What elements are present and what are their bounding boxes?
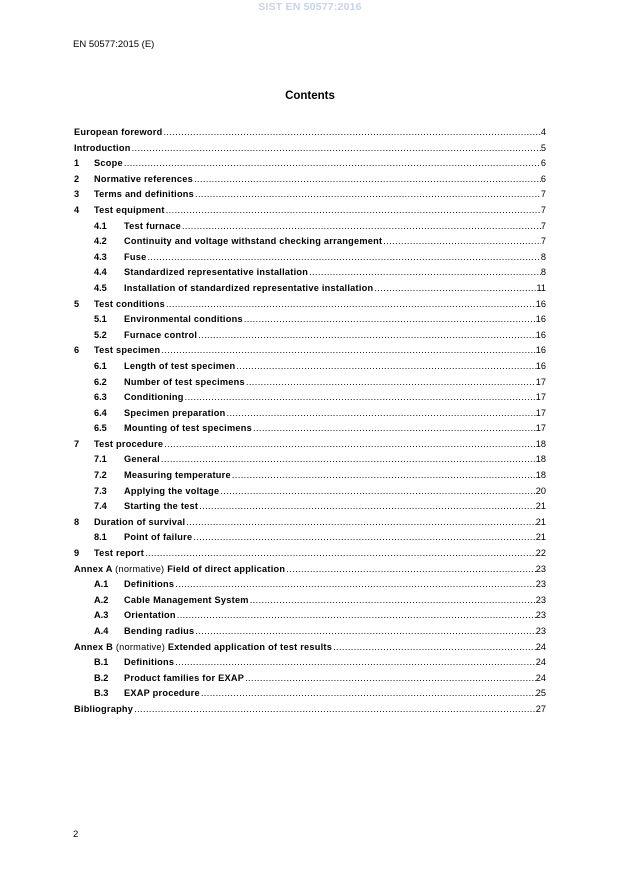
- toc-entry-number: 7.3: [94, 485, 107, 496]
- toc-entry-number: 5.1: [94, 314, 107, 325]
- toc-entry-page: 23: [535, 626, 546, 636]
- toc-entry-number: 2: [74, 173, 80, 184]
- toc-entry[interactable]: [74, 704, 546, 720]
- toc-dot-leader: [226, 408, 536, 418]
- toc-dot-leader: [200, 688, 536, 698]
- toc-entry[interactable]: [74, 673, 546, 689]
- toc-entry[interactable]: [74, 330, 546, 346]
- toc-entry-number: 9: [74, 548, 80, 559]
- toc-entry-page: 24: [535, 657, 546, 668]
- toc-entry-page: 27: [535, 703, 546, 714]
- toc-entry-title: Product families for EXAP: [124, 672, 245, 683]
- toc-dot-leader: [165, 299, 536, 309]
- toc-entry-page: 18: [535, 438, 546, 449]
- toc-entry-title: Conditioning: [124, 392, 184, 403]
- toc-entry-title: Test furnace: [124, 220, 181, 231]
- toc-entry-number: 4.2: [94, 236, 107, 247]
- toc-entry-page: 6: [540, 158, 546, 169]
- toc-entry-title: [74, 642, 332, 652]
- page-title: Contents: [285, 90, 335, 102]
- toc-entry-number: 4.5: [94, 282, 107, 293]
- toc-dot-leader: [219, 486, 535, 496]
- toc-entry[interactable]: [74, 610, 546, 626]
- toc-entry-title: Applying the voltage: [124, 485, 220, 496]
- toc-entry[interactable]: [74, 361, 546, 377]
- toc-dot-leader: [163, 439, 536, 449]
- toc-entry[interactable]: [74, 688, 546, 704]
- toc-dot-leader: [185, 517, 535, 527]
- toc-entry-number: 6.3: [94, 392, 107, 403]
- toc-entry-title: Cable Management System: [124, 594, 249, 605]
- toc-entry-title: Terms and definitions: [94, 189, 195, 200]
- toc-entry[interactable]: [74, 236, 546, 252]
- toc-entry-page: 23: [535, 610, 546, 621]
- toc-dot-leader: [382, 236, 541, 246]
- toc-dot-leader: [131, 143, 541, 153]
- toc-entry[interactable]: [74, 626, 546, 642]
- toc-entry-title: Specimen preparation: [124, 407, 226, 418]
- toc-entry-number: A.2: [94, 594, 109, 605]
- toc-annex-note: (normative): [115, 641, 166, 652]
- toc-entry-page: 17: [535, 376, 546, 387]
- toc-entry-number: 8: [74, 516, 80, 527]
- toc-dot-leader: [160, 345, 535, 355]
- toc-entry-title: Number of test specimens: [124, 376, 245, 387]
- toc-dot-leader: [194, 626, 535, 636]
- toc-entry-number: 4.1: [94, 220, 107, 231]
- toc-entry-page: 18: [535, 454, 546, 465]
- toc-entry[interactable]: [74, 657, 546, 673]
- toc-entry-number: 7.1: [94, 454, 107, 465]
- toc-dot-leader: [332, 642, 536, 652]
- page-number: 2: [73, 829, 79, 840]
- toc-entry-page: 16: [535, 298, 546, 309]
- toc-entry-number: 6.4: [94, 407, 107, 418]
- toc-entry[interactable]: [74, 532, 546, 548]
- toc-dot-leader: [243, 314, 536, 324]
- toc-entry[interactable]: [74, 267, 546, 283]
- toc-dot-leader: [176, 610, 536, 620]
- toc-entry[interactable]: [74, 548, 546, 564]
- toc-dot-leader: [123, 158, 541, 168]
- toc-entry-number: 4: [74, 204, 80, 215]
- toc-dot-leader: [133, 704, 536, 714]
- toc-entry[interactable]: [74, 486, 546, 502]
- toc-entry-page: 5: [540, 142, 546, 153]
- toc-entry-page: 17: [535, 407, 546, 418]
- toc-annex-title: Extended application of test results: [167, 641, 333, 652]
- toc-entry-page: 7: [540, 204, 546, 215]
- toc-entry-number: A.3: [94, 610, 109, 621]
- toc-entry-title: Furnace control: [124, 329, 198, 340]
- toc-entry[interactable]: [74, 158, 546, 174]
- toc-dot-leader: [192, 532, 535, 542]
- toc-entry-number: B.2: [94, 672, 109, 683]
- toc-entry-title: Test equipment: [94, 204, 165, 215]
- toc-dot-leader: [373, 283, 536, 293]
- toc-entry[interactable]: [74, 174, 546, 190]
- toc-entry[interactable]: [74, 579, 546, 595]
- toc-entry-number: 7: [74, 438, 80, 449]
- toc-entry-title: European foreword: [74, 127, 163, 137]
- toc-entry[interactable]: [74, 377, 546, 393]
- toc-entry-title: Standardized representative installation: [124, 267, 309, 278]
- toc-entry-number: 5: [74, 298, 80, 309]
- toc-entry-title: Length of test specimen: [124, 360, 236, 371]
- toc-entry-number: 7.4: [94, 501, 107, 512]
- toc-entry-number: B.1: [94, 657, 109, 668]
- toc-entry[interactable]: [74, 423, 546, 439]
- toc-entry-title: Continuity and voltage withstand checking arrangement: [124, 236, 383, 247]
- toc-annex-label: Annex A: [74, 563, 113, 574]
- toc-entry-number: A.4: [94, 626, 109, 636]
- toc-dot-leader: [235, 361, 535, 371]
- toc-entry-page: 11: [536, 282, 546, 293]
- toc-entry-number: 5.2: [94, 329, 107, 340]
- toc-entry[interactable]: [74, 517, 546, 533]
- toc-entry-title: Orientation: [124, 610, 176, 621]
- toc-entry-title: Definitions: [124, 657, 175, 668]
- toc-entry[interactable]: [74, 454, 546, 470]
- toc-entry-page: 16: [535, 314, 546, 325]
- toc-entry[interactable]: [74, 470, 546, 486]
- toc-entry-title: Definitions: [124, 579, 175, 590]
- toc-entry-page: 21: [535, 532, 546, 543]
- toc-entry-page: 25: [535, 688, 546, 699]
- document-id: EN 50577:2015 (E): [73, 39, 155, 50]
- toc-entry-page: 23: [535, 563, 546, 574]
- toc-entry-title: General: [124, 454, 160, 465]
- toc-entry-number: 1: [74, 158, 80, 169]
- toc-entry-page: 18: [535, 470, 546, 481]
- toc-dot-leader: [184, 392, 536, 402]
- watermark: SIST EN 50577:2016: [258, 1, 362, 13]
- toc-entry[interactable]: [74, 642, 546, 658]
- toc-dot-leader: [181, 221, 541, 231]
- toc-entry-page: 23: [535, 594, 546, 605]
- toc-entry[interactable]: [74, 143, 546, 159]
- toc-entry-title: Normative references: [94, 173, 193, 184]
- toc-dot-leader: [249, 595, 536, 605]
- toc-entry-number: 6.2: [94, 376, 107, 387]
- toc-dot-leader: [160, 454, 536, 464]
- toc-entry[interactable]: [74, 314, 546, 330]
- toc-entry-page: 8: [540, 251, 546, 262]
- toc-entry[interactable]: [74, 345, 546, 361]
- toc-entry-number: A.1: [94, 579, 109, 590]
- toc-entry-page: 8: [540, 267, 546, 278]
- toc-dot-leader: [165, 205, 541, 215]
- toc-entry-title: Test procedure: [94, 438, 164, 449]
- toc-entry-page: 23: [535, 579, 546, 590]
- toc-entry[interactable]: [74, 501, 546, 517]
- toc-entry-number: B.3: [94, 688, 109, 699]
- toc-entry-title: [74, 564, 285, 574]
- toc-dot-leader: [174, 579, 536, 589]
- toc-dot-leader: [194, 189, 541, 199]
- toc-entry-page: 7: [540, 220, 546, 231]
- toc-entry-title: Duration of survival: [94, 516, 186, 527]
- toc-entry-page: 21: [535, 501, 546, 512]
- toc-entry-page: 24: [535, 641, 546, 652]
- toc-entry-title: Measuring temperature: [124, 470, 231, 481]
- toc-entry[interactable]: [74, 283, 546, 299]
- toc-dot-leader: [245, 377, 536, 387]
- toc-entry-title: Test conditions: [94, 298, 165, 309]
- toc-entry-title: Test specimen: [94, 345, 161, 356]
- toc-entry-page: 7: [540, 236, 546, 247]
- toc-entry-page: 21: [535, 516, 546, 527]
- toc-entry[interactable]: [74, 252, 546, 268]
- toc-entry[interactable]: [74, 221, 546, 237]
- table-of-contents: [74, 127, 546, 720]
- toc-entry-title: Introduction: [74, 142, 131, 153]
- toc-annex-title: Field of direct application: [167, 563, 286, 574]
- toc-dot-leader: [144, 548, 536, 558]
- toc-entry-title: Installation of standardized representative installation: [124, 282, 374, 293]
- toc-entry[interactable]: [74, 408, 546, 424]
- toc-dot-leader: [162, 127, 540, 137]
- toc-entry-title: Environmental conditions: [124, 314, 243, 325]
- toc-entry-title: Scope: [94, 158, 123, 169]
- toc-entry[interactable]: [74, 205, 546, 221]
- toc-dot-leader: [244, 673, 536, 683]
- toc-entry-title: Point of failure: [124, 532, 193, 543]
- toc-entry-title: Mounting of test specimens: [124, 423, 252, 434]
- toc-entry-title: Bending radius: [124, 626, 195, 636]
- toc-dot-leader: [146, 252, 540, 262]
- toc-entry-page: 4: [540, 127, 546, 137]
- toc-dot-leader: [198, 501, 536, 511]
- toc-entry[interactable]: [74, 299, 546, 315]
- toc-entry-page: 6: [540, 173, 546, 184]
- toc-entry-page: 17: [535, 423, 546, 434]
- toc-dot-leader: [197, 330, 536, 340]
- toc-entry-number: 3: [74, 189, 80, 200]
- toc-entry-title: Starting the test: [124, 501, 199, 512]
- toc-dot-leader: [193, 174, 541, 184]
- toc-entry[interactable]: [74, 564, 546, 580]
- toc-entry-number: 8.1: [94, 532, 107, 543]
- toc-dot-leader: [231, 470, 536, 480]
- toc-entry-page: 16: [535, 360, 546, 371]
- toc-annex-label: Annex B: [74, 641, 114, 652]
- toc-entry-title: Test report: [94, 548, 145, 559]
- toc-annex-note: (normative): [115, 563, 165, 574]
- toc-dot-leader: [174, 657, 536, 667]
- toc-dot-leader: [252, 423, 536, 433]
- toc-entry[interactable]: [74, 127, 546, 143]
- toc-entry-title: Fuse: [124, 251, 147, 262]
- toc-entry-number: 6.1: [94, 360, 107, 371]
- toc-dot-leader: [285, 564, 536, 574]
- toc-entry-number: 4.4: [94, 267, 107, 278]
- toc-entry-number: 4.3: [94, 251, 107, 262]
- toc-dot-leader: [308, 267, 541, 277]
- toc-entry[interactable]: [74, 189, 546, 205]
- toc-entry-title: Bibliography: [74, 703, 134, 714]
- toc-entry-page: 7: [540, 189, 546, 200]
- toc-entry[interactable]: [74, 392, 546, 408]
- toc-entry[interactable]: [74, 595, 546, 611]
- toc-entry-title: EXAP procedure: [124, 688, 200, 699]
- toc-entry-number: 6.5: [94, 423, 107, 434]
- toc-entry-page: 24: [535, 672, 546, 683]
- toc-entry[interactable]: [74, 439, 546, 455]
- toc-entry-number: 6: [74, 345, 80, 356]
- toc-entry-page: 16: [535, 345, 546, 356]
- toc-entry-page: 16: [535, 329, 546, 340]
- toc-entry-page: 22: [535, 548, 546, 559]
- toc-entry-page: 20: [535, 485, 546, 496]
- toc-entry-page: 17: [535, 392, 546, 403]
- toc-entry-number: 7.2: [94, 470, 107, 481]
